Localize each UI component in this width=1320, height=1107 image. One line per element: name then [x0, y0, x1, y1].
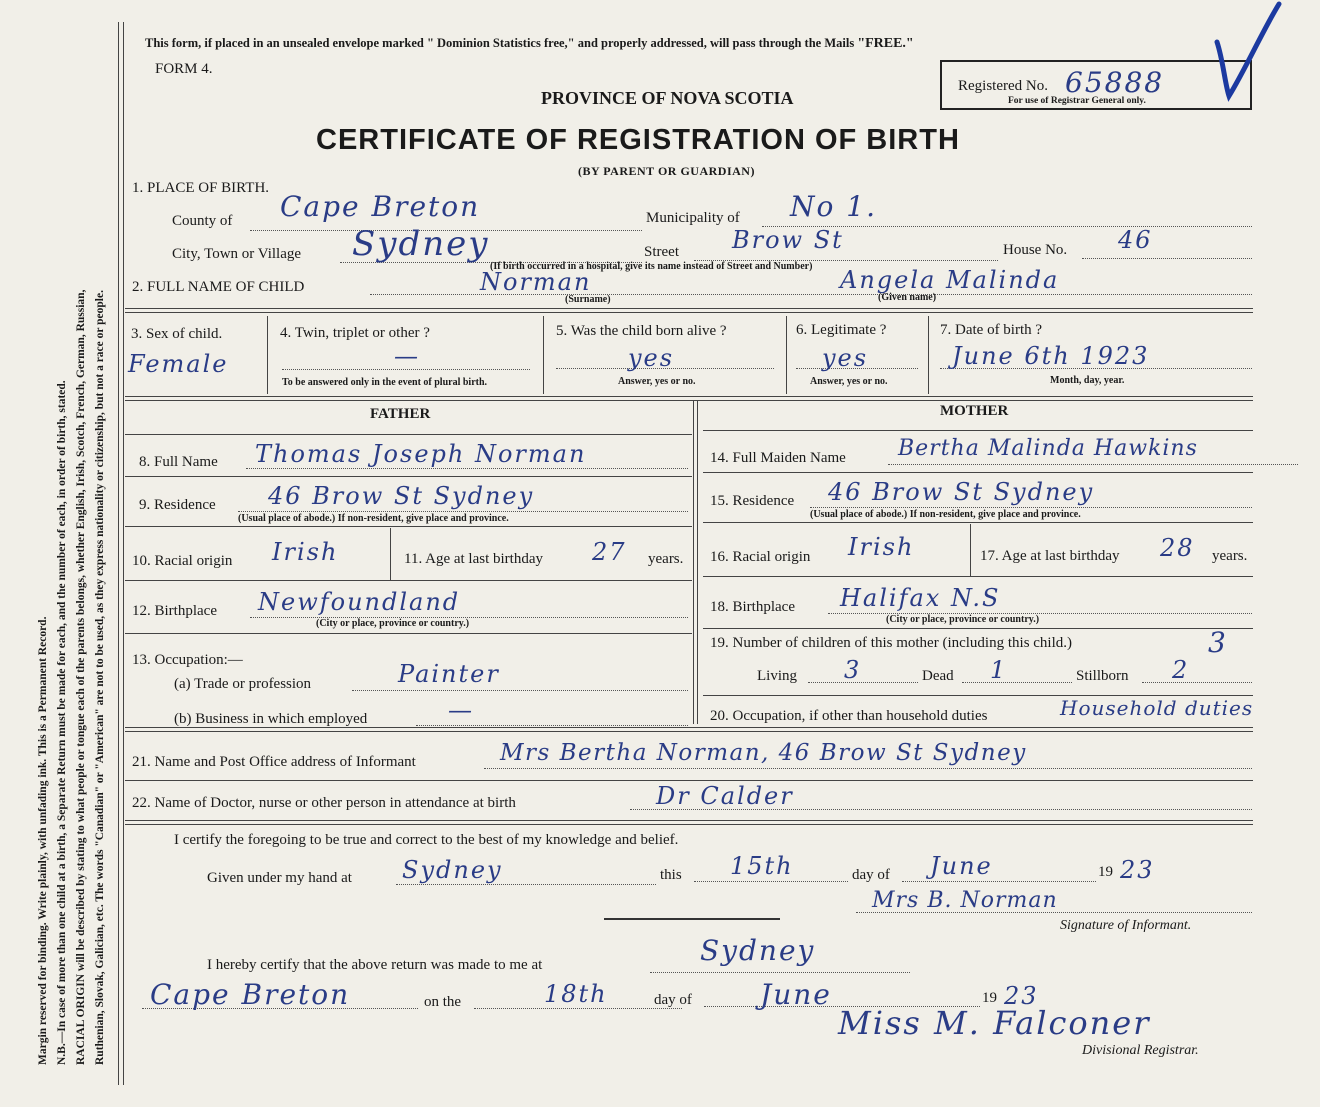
registrar-county: Cape Breton — [150, 978, 351, 1011]
place-heading: 1. PLACE OF BIRTH. — [132, 180, 270, 196]
divider — [125, 396, 1253, 401]
divider — [125, 633, 692, 634]
registrar-note: For use of Registrar General only. — [1008, 96, 1146, 106]
father-residence-label: 9. Residence — [139, 497, 216, 513]
col-divider — [786, 316, 787, 394]
divider — [703, 576, 1253, 577]
check-mark-icon — [1205, 0, 1285, 104]
city-value: Sydney — [352, 224, 490, 264]
father-trade: Painter — [398, 660, 500, 688]
registered-label: Registered No. — [958, 78, 1048, 94]
dead-line — [962, 676, 1072, 683]
mother-occupation-label: 20. Occupation, if other than household duties — [710, 708, 988, 724]
col-divider — [390, 528, 391, 580]
informant-signature: Mrs B. Norman — [872, 888, 1058, 913]
divider — [125, 476, 692, 477]
street-label: Street — [644, 244, 679, 260]
registrar-year-prefix: 19 — [982, 990, 997, 1006]
certify-year-prefix: 19 — [1098, 864, 1113, 880]
hospital-note: (If birth occurred in a hospital, give its name instead of Street and Number) — [490, 261, 813, 272]
father-heading: FATHER — [370, 406, 431, 422]
twin-value: — — [394, 342, 420, 370]
child-name-label: 2. FULL NAME OF CHILD — [132, 279, 305, 295]
stillborn-label: Stillborn — [1076, 668, 1129, 684]
sex-value: Female — [128, 350, 229, 378]
father-birthplace-label: 12. Birthplace — [132, 603, 217, 619]
child-surname: Norman — [480, 268, 592, 296]
stillborn-value: 2 — [1172, 656, 1190, 684]
municipality-label: Municipality of — [646, 210, 740, 226]
form-number: FORM 4. — [155, 61, 213, 77]
page-subtitle: (BY PARENT OR GUARDIAN) — [578, 164, 755, 178]
registrar-day: 18th — [544, 980, 608, 1008]
municipality-value: No 1. — [790, 190, 877, 223]
province-heading: PROVINCE OF NOVA SCOTIA — [541, 88, 794, 108]
mother-years: years. — [1212, 548, 1248, 564]
father-occupation-label: 13. Occupation:— — [132, 652, 243, 668]
living-value: 3 — [844, 656, 862, 684]
mother-heading: MOTHER — [940, 403, 1009, 419]
mother-age-label: 17. Age at last birthday — [980, 548, 1120, 564]
mother-birthplace-label: 18. Birthplace — [710, 599, 795, 615]
mother-residence-label: 15. Residence — [710, 493, 795, 509]
dead-value: 1 — [990, 656, 1008, 684]
divider — [703, 430, 1253, 431]
registrar-signature: Miss M. Falconer — [838, 1004, 1151, 1042]
registrar-signature-label: Divisional Registrar. — [1082, 1043, 1199, 1058]
certify-place: Sydney — [402, 856, 503, 884]
informant-signature-label: Signature of Informant. — [1060, 918, 1192, 933]
father-name: Thomas Joseph Norman — [255, 440, 587, 468]
mail-notice: This form, if placed in an unsealed envelope marked " Dominion Statistics free," and properly addressed, will pass through the Mails "FREE." — [145, 36, 914, 51]
father-years: years. — [648, 551, 684, 567]
mother-name-label: 14. Full Maiden Name — [710, 450, 846, 466]
registrar-month: June — [760, 978, 832, 1011]
divider — [703, 472, 1253, 473]
mother-race-label: 16. Racial origin — [710, 549, 811, 565]
living-line — [808, 676, 918, 683]
margin-instructions — [34, 0, 154, 1065]
given-note: (Given name) — [878, 292, 937, 303]
legit-value: yes — [822, 344, 869, 372]
mother-age: 28 — [1160, 534, 1195, 562]
street-value: Brow St — [732, 226, 844, 254]
city-label: City, Town or Village — [172, 246, 302, 262]
mother-children: 3 — [1208, 626, 1228, 659]
registrar-on-label: on the — [424, 994, 462, 1010]
father-trade-label: (a) Trade or profession — [174, 676, 312, 692]
divider — [703, 628, 1253, 629]
twin-note: To be answered only in the event of plural birth. — [282, 377, 488, 388]
father-age-label: 11. Age at last birthday — [404, 551, 543, 567]
divider — [125, 780, 1253, 781]
registrar-dayof-label: day of — [654, 992, 692, 1008]
mother-name: Bertha Malinda Hawkins — [898, 436, 1198, 461]
certify-year: 23 — [1120, 856, 1155, 884]
legit-note: Answer, yes or no. — [810, 376, 888, 387]
house-value: 46 — [1118, 226, 1153, 254]
mother-birthplace-note: (City or place, province or country.) — [886, 614, 1040, 625]
doctor-value: Dr Calder — [656, 782, 794, 810]
father-race-label: 10. Racial origin — [132, 553, 233, 569]
father-name-label: 8. Full Name — [139, 454, 218, 470]
house-line — [1082, 250, 1252, 259]
county-label: County of — [172, 213, 233, 229]
divider — [703, 522, 1253, 523]
margin-border — [118, 22, 119, 1085]
informant-label: 21. Name and Post Office address of Informant — [132, 754, 416, 770]
dead-label: Dead — [922, 668, 954, 684]
registrar-place: Sydney — [700, 934, 816, 967]
certify-text: I certify the foregoing to be true and correct to the best of my knowledge and belief. — [174, 832, 679, 848]
mother-race: Irish — [848, 533, 915, 561]
divider — [125, 526, 692, 527]
sex-label: 3. Sex of child. — [131, 326, 223, 342]
dob-value: June 6th 1923 — [952, 342, 1150, 370]
margin-line-4: Ruthenian, Slovak, Galician, etc. The words "Canadian" or "American" are not to be used, as they express nationality or citizenship, but not a race or people. — [94, 290, 106, 1065]
certify-this-label: this — [660, 867, 682, 883]
divider — [125, 308, 1253, 313]
father-birthplace-note: (City or place, province or country.) — [316, 618, 470, 629]
divider — [125, 580, 692, 581]
page-title: CERTIFICATE OF REGISTRATION OF BIRTH — [316, 124, 960, 156]
father-birthplace: Newfoundland — [258, 588, 461, 616]
father-age: 27 — [592, 538, 627, 566]
registrar-place-line — [650, 966, 910, 973]
certify-month: June — [930, 852, 993, 880]
mother-residence: 46 Brow St Sydney — [828, 478, 1095, 506]
margin-line-3: RACIAL ORIGIN will be described by stating to what people or tongue each of the parents belongs, whether English, Irish, Scotch, French, German, Russian, — [75, 289, 87, 1065]
registered-number: 65888 — [1065, 66, 1165, 99]
stillborn-line — [1142, 676, 1252, 683]
col-divider — [267, 316, 268, 394]
county-value: Cape Breton — [280, 190, 481, 223]
certify-dayof-label: day of — [852, 867, 890, 883]
certify-day: 15th — [730, 852, 794, 880]
father-residence-note: (Usual place of abode.) If non-resident, give place and province. — [238, 513, 509, 524]
col-divider — [970, 524, 971, 576]
alive-value: yes — [628, 344, 675, 372]
father-business: — — [448, 696, 474, 724]
registrar-text: I hereby certify that the above return was made to me at — [207, 957, 543, 973]
rule — [604, 918, 780, 920]
child-given-name: Angela Malinda — [840, 266, 1060, 294]
twin-label: 4. Twin, triplet or other ? — [280, 325, 430, 341]
father-race: Irish — [272, 538, 339, 566]
legit-label: 6. Legitimate ? — [796, 322, 887, 338]
house-label: House No. — [1003, 242, 1068, 258]
informant-value: Mrs Bertha Norman, 46 Brow St Sydney — [500, 740, 1027, 766]
registrar-year: 23 — [1004, 982, 1039, 1010]
certify-given-label: Given under my hand at — [207, 870, 352, 886]
parents-divider — [693, 400, 698, 724]
father-business-label: (b) Business in which employed — [174, 711, 368, 727]
alive-label: 5. Was the child born alive ? — [556, 323, 727, 339]
surname-note: (Surname) — [565, 294, 611, 305]
divider — [125, 820, 1253, 825]
mother-occupation: Household duties — [1060, 696, 1254, 720]
margin-line-2: N.B.—In case of more than one child at a birth, a Separate Return must be made for each, and the number of each, in order of birth, stated. — [56, 380, 68, 1065]
alive-note: Answer, yes or no. — [618, 376, 696, 387]
father-residence: 46 Brow St Sydney — [268, 482, 535, 510]
margin-border-inner — [123, 22, 124, 1085]
margin-line-1: Margin reserved for binding. Write plainly, with unfading ink. This is a Permanent Record. — [37, 616, 49, 1065]
living-label: Living — [757, 668, 797, 684]
col-divider — [543, 316, 544, 394]
mother-birthplace: Halifax N.S — [840, 584, 1001, 612]
divider — [125, 727, 1253, 732]
doctor-label: 22. Name of Doctor, nurse or other person in attendance at birth — [132, 795, 516, 811]
divider — [125, 434, 692, 435]
mother-children-label: 19. Number of children of this mother (including this child.) — [710, 635, 1073, 651]
dob-label: 7. Date of birth ? — [940, 322, 1043, 338]
mother-residence-note: (Usual place of abode.) If non-resident, give place and province. — [810, 509, 1081, 520]
col-divider — [928, 316, 929, 394]
dob-note: Month, day, year. — [1050, 375, 1125, 386]
